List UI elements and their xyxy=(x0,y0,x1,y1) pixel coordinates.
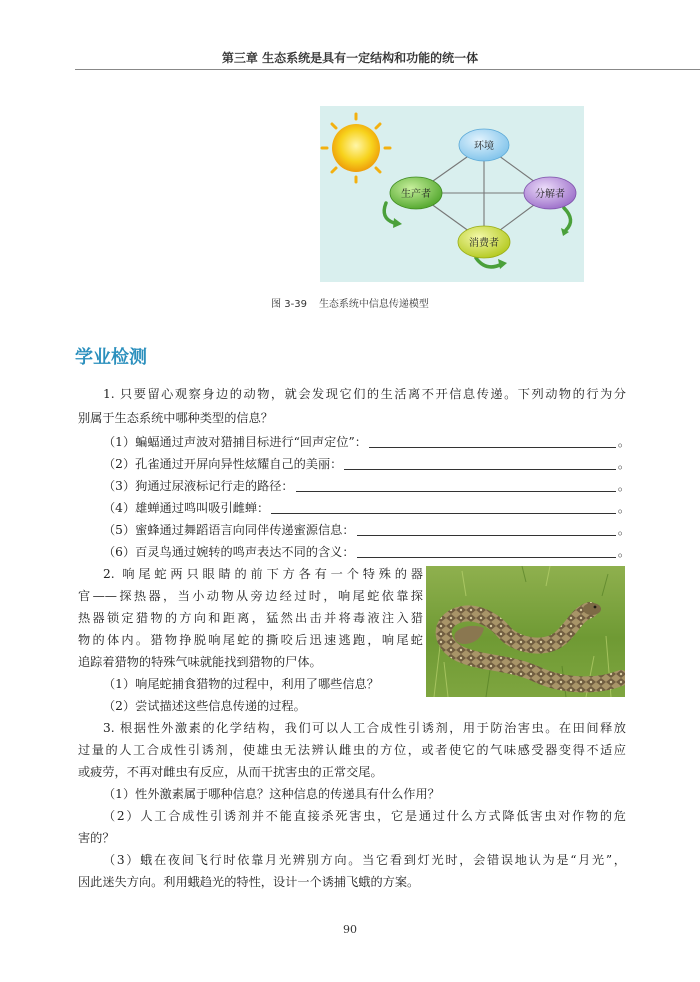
q3-line-1: 3. 根据性外激素的化学结构，我们可以人工合成性引诱剂，用于防治害虫。在田间释放 xyxy=(103,721,626,735)
rattlesnake-illustration xyxy=(426,566,625,697)
answer-blank-6[interactable] xyxy=(357,546,616,558)
header-rule xyxy=(75,69,700,70)
sun-icon xyxy=(322,114,390,182)
q1-item-2-label: （2）孔雀通过开屏向异性炫耀自己的美丽： xyxy=(103,457,343,471)
chapter-header: 第三章 生态系统是具有一定结构和功能的统一体 xyxy=(221,51,479,65)
q1-line-1: 1. 只要留心观察身边的动物，就会发现它们的生活离不开信息传递。下列动物的行为分 xyxy=(103,387,626,401)
q1-item-1 xyxy=(103,434,630,450)
figure-caption xyxy=(0,295,700,310)
rattlesnake-photo xyxy=(426,566,625,697)
q1-item-1-label: （1）蝙蝠通过声波对猎捕目标进行“回声定位”： xyxy=(103,435,367,449)
consumer-label: 消费者 xyxy=(469,238,499,249)
q1-item-5-label: （5）蜜蜂通过舞蹈语言向同伴传递蜜源信息： xyxy=(103,523,355,537)
answer-blank-1[interactable] xyxy=(369,436,616,448)
decomposer-node xyxy=(524,177,576,209)
q3-sub-3b: 因此迷失方向。利用蛾趋光的特性，设计一个诱捕飞蛾的方案。 xyxy=(78,875,420,889)
consumer-node xyxy=(458,226,510,258)
q1-item-5-end: 。 xyxy=(617,523,630,537)
figure-number: 图 3-39 xyxy=(271,299,307,310)
q1-item-6-label: （6）百灵鸟通过婉转的鸣声表达不同的含义： xyxy=(103,545,355,559)
environment-label: 环境 xyxy=(474,141,494,152)
q2-line-1: 2. 响尾蛇两只眼睛的前下方各有一个特殊的器 xyxy=(103,567,423,581)
q1-item-2 xyxy=(103,456,630,472)
q1-item-3-end: 。 xyxy=(617,479,630,493)
answer-blank-4[interactable] xyxy=(271,502,616,514)
q2-line-5: 追踪着猎物的特殊气味就能找到猎物的尸体。 xyxy=(78,655,322,669)
producer-node xyxy=(390,177,442,209)
q1-item-6 xyxy=(103,544,630,560)
q1-item-4-end: 。 xyxy=(617,501,630,515)
q2-sub-2: （2）尝试描述这些信息传递的过程。 xyxy=(103,699,306,713)
answer-blank-3[interactable] xyxy=(296,480,616,492)
q3-sub-1: （1）性外激素属于哪种信息？这种信息的传递具有什么作用？ xyxy=(103,787,440,801)
q1-item-4-label: （4）雄蝉通过鸣叫吸引雌蝉： xyxy=(103,501,270,515)
answer-blank-5[interactable] xyxy=(357,524,616,536)
answer-blank-2[interactable] xyxy=(344,458,615,470)
q1-item-5 xyxy=(103,522,630,538)
figure-caption-text: 生态系统中信息传递模型 xyxy=(318,299,429,310)
info-transfer-diagram xyxy=(320,106,584,282)
environment-node xyxy=(459,129,509,161)
section-title: 学业检测 xyxy=(75,347,147,368)
q2-line-2: 官——探热器，当小动物从旁边经过时，响尾蛇依靠探 xyxy=(78,589,423,603)
q1-item-2-end: 。 xyxy=(617,457,630,471)
q3-line-3: 或疲劳，不再对雌虫有反应，从而干扰害虫的正常交尾。 xyxy=(78,765,383,779)
q1-item-3-label: （3）狗通过尿液标记行走的路径： xyxy=(103,479,294,493)
q3-sub-2b: 害的？ xyxy=(78,831,115,845)
q1-item-3 xyxy=(103,478,630,494)
q1-item-4 xyxy=(103,500,630,516)
q2-line-3: 热器锁定猎物的方向和距离，猛然出击并将毒液注入猎 xyxy=(78,611,423,625)
q2-sub-1: （1）响尾蛇捕食猎物的过程中，利用了哪些信息？ xyxy=(103,677,379,691)
q3-sub-3a: （3）蛾在夜间飞行时依靠月光辨别方向。当它看到灯光时，会错误地认为是“月光”， xyxy=(103,853,626,867)
q1-line-2: 别属于生态系统中哪种类型的信息？ xyxy=(78,411,273,425)
q2-line-4: 物的体内。猎物挣脱响尾蛇的撕咬后迅速逃跑，响尾蛇 xyxy=(78,633,423,647)
q3-line-2: 过量的人工合成性引诱剂，使雄虫无法辨认雌虫的方位，或者使它的气味感受器变得不适应 xyxy=(78,743,626,757)
producer-label: 生产者 xyxy=(401,189,431,200)
q1-item-1-end: 。 xyxy=(617,435,630,449)
page-number: 90 xyxy=(343,923,357,936)
q1-item-6-end: 。 xyxy=(617,545,630,559)
q3-sub-2a: （2）人工合成性引诱剂并不能直接杀死害虫，它是通过什么方式降低害虫对作物的危 xyxy=(103,809,626,823)
decomposer-label: 分解者 xyxy=(535,189,565,200)
info-transfer-figure xyxy=(320,106,584,282)
